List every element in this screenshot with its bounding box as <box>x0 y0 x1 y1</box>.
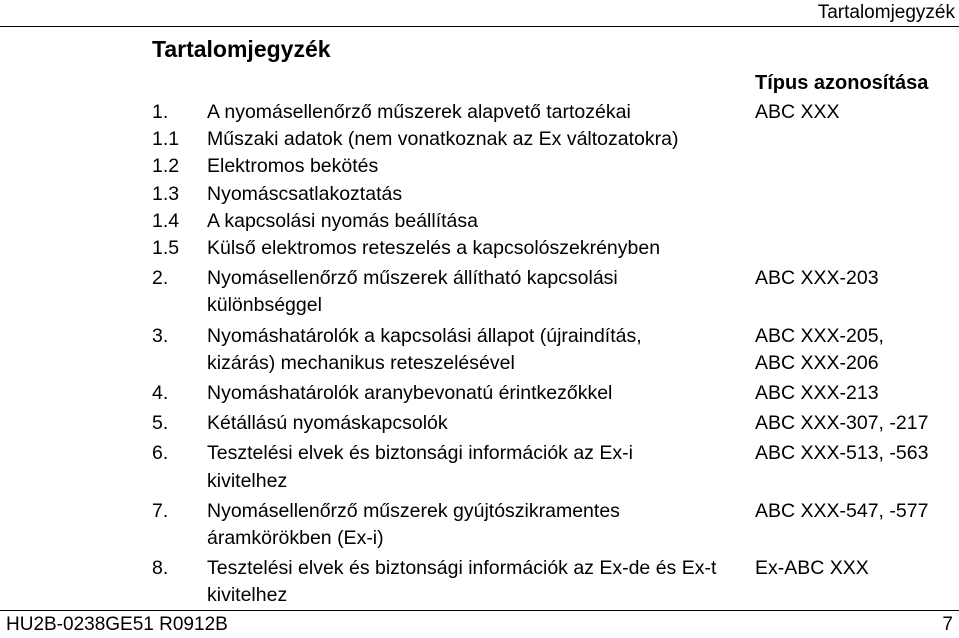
toc-entry-4[interactable] <box>0 380 959 407</box>
header-rule <box>0 26 959 27</box>
toc-entry-1[interactable] <box>0 99 959 126</box>
toc-type-id: ABC XXX-547, -577 <box>755 499 929 522</box>
toc-number: 6. <box>152 442 169 465</box>
running-header: Tartalomjegyzék <box>817 2 955 23</box>
toc-title: Kétállású nyomáskapcsolók <box>207 412 448 435</box>
toc-entry-1-4[interactable] <box>0 208 959 235</box>
toc-type-id: ABC XXX-307, -217 <box>755 412 929 435</box>
toc-number: 1.5 <box>152 237 180 260</box>
toc-number: 1.3 <box>152 182 180 205</box>
type-column-heading: Típus azonosítása <box>755 72 929 94</box>
footer-rule <box>0 610 959 611</box>
page-title: Tartalomjegyzék <box>152 36 331 62</box>
toc-title: Nyomáshatárolók a kapcsolási állapot (újraindítás, kizárás) mechanikus reteszelésével <box>207 324 642 374</box>
toc-type-id: ABC XXX-205, ABC XXX-206 <box>755 324 884 374</box>
toc-number: 1. <box>152 101 169 123</box>
toc-type-id: ABC XXX-213 <box>755 382 879 405</box>
table-of-contents <box>0 99 959 610</box>
toc-entry-1-1[interactable] <box>0 126 959 153</box>
toc-number: 5. <box>152 412 169 435</box>
toc-number: 1.1 <box>152 128 180 151</box>
toc-type-id: Ex-ABC XXX <box>755 557 869 580</box>
toc-entry-5[interactable] <box>0 410 959 437</box>
toc-number: 3. <box>152 324 169 347</box>
toc-title: A nyomásellenőrző műszerek alapvető tartozékai <box>207 101 631 123</box>
toc-entry-7[interactable] <box>0 498 959 552</box>
toc-title: Nyomáshatárolók aranybevonatú érintkezőkkel <box>207 382 613 405</box>
toc-type-id: ABC XXX-203 <box>755 267 879 290</box>
toc-entry-1-3[interactable] <box>0 181 959 208</box>
toc-number: 1.4 <box>152 209 180 232</box>
toc-title: A kapcsolási nyomás beállítása <box>207 209 478 232</box>
toc-entry-2[interactable] <box>0 265 959 319</box>
toc-title: Tesztelési elvek és biztonsági információk az Ex-de és Ex-t kivitelhez <box>207 557 717 607</box>
toc-number: 4. <box>152 382 169 405</box>
toc-title: Nyomásellenőrző műszerek gyújtószikramentes áramkörökben (Ex-i) <box>207 499 620 550</box>
toc-entry-1-2[interactable] <box>0 153 959 180</box>
toc-entry-6[interactable] <box>0 440 959 494</box>
toc-title: Tesztelési elvek és biztonsági információk az Ex-i kivitelhez <box>207 442 633 492</box>
toc-title: Műszaki adatok (nem vonatkoznak az Ex változatokra) <box>207 128 679 151</box>
toc-title: Nyomáscsatlakoztatás <box>207 182 403 205</box>
page-number: 7 <box>942 614 953 635</box>
toc-number: 1.2 <box>152 155 180 178</box>
toc-entry-1-5[interactable] <box>0 235 959 262</box>
toc-entry-3[interactable] <box>0 323 959 377</box>
toc-title: Elektromos bekötés <box>207 155 379 178</box>
toc-type-id: ABC XXX <box>755 101 840 123</box>
toc-type-id: ABC XXX-513, -563 <box>755 442 929 465</box>
toc-number: 7. <box>152 499 169 522</box>
toc-number: 2. <box>152 267 169 290</box>
toc-title: Külső elektromos reteszelés a kapcsolószekrényben <box>207 237 661 260</box>
toc-title: Nyomásellenőrző műszerek állítható kapcsolási különbséggel <box>207 267 618 317</box>
document-code: HU2B-0238GE51 R0912B <box>6 614 228 635</box>
toc-entry-8[interactable] <box>0 555 959 609</box>
toc-number: 8. <box>152 557 169 580</box>
